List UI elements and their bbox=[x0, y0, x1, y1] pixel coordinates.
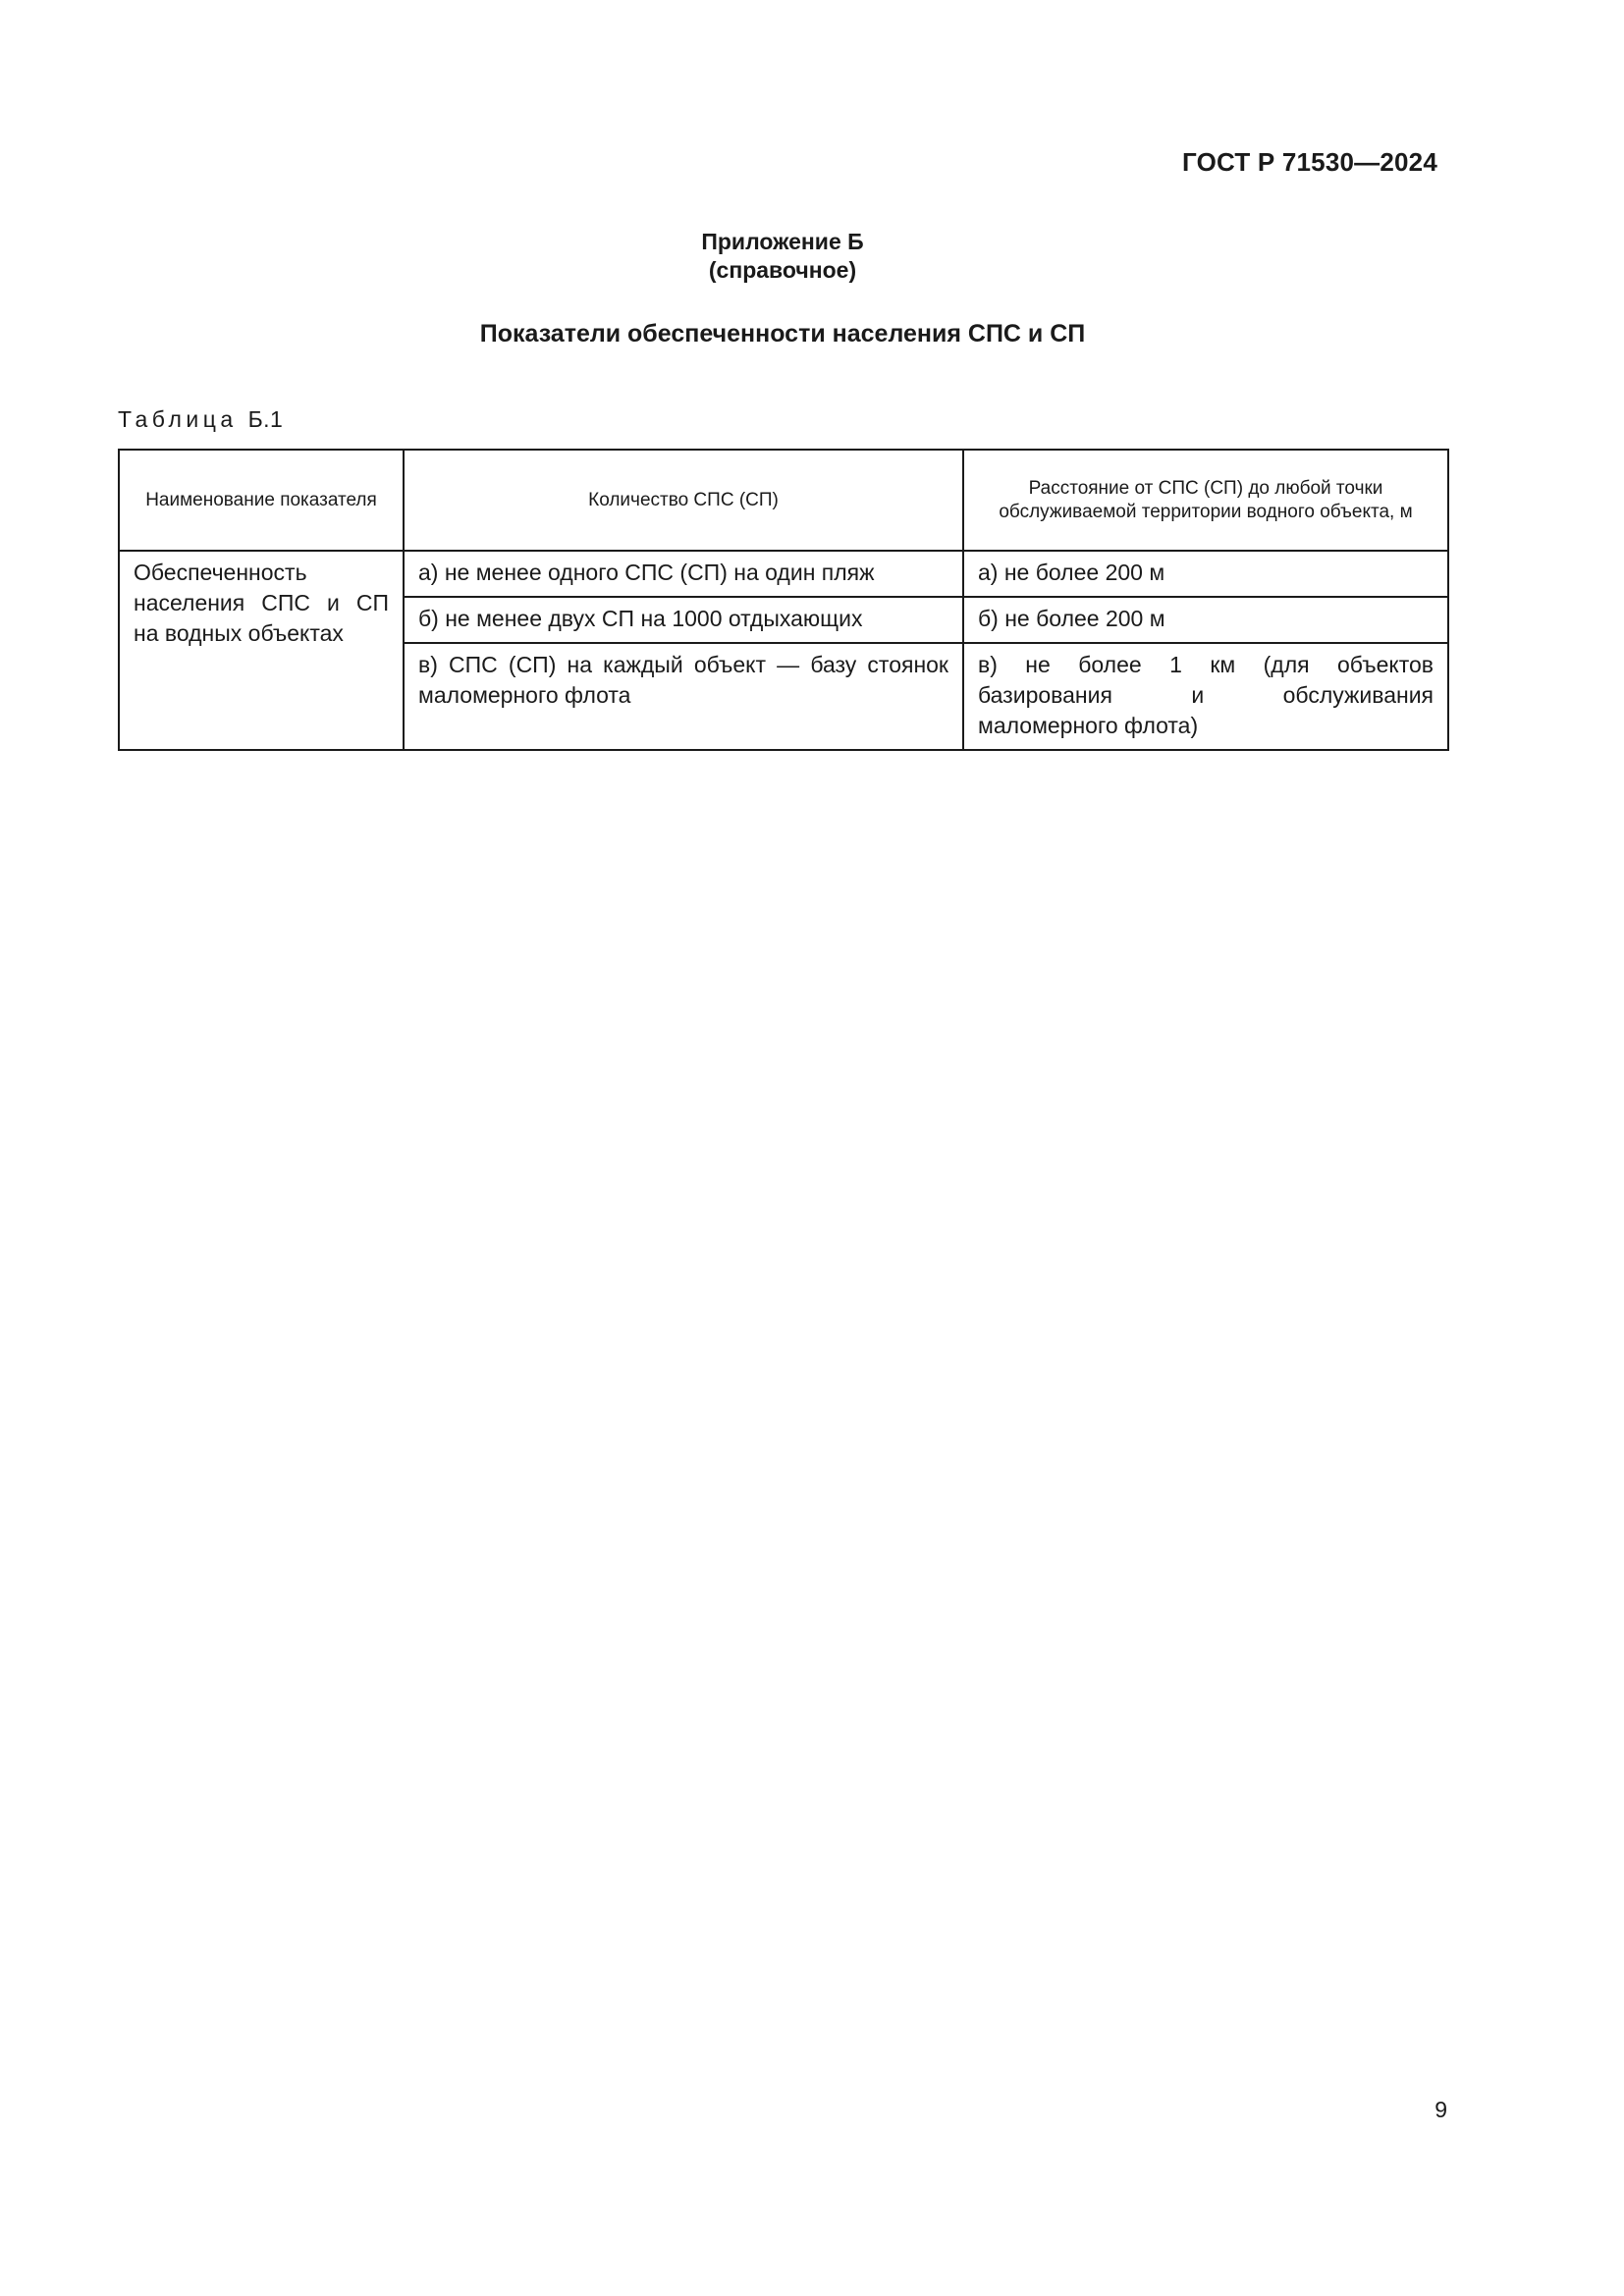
appendix-subtitle: (справочное) bbox=[708, 257, 857, 283]
distance-cell: а) не более 200 м bbox=[963, 551, 1448, 597]
page-number: 9 bbox=[1435, 2097, 1447, 2122]
distance-cell: в) не более 1 км (для объектов базирования и обслуживания маломерного флота) bbox=[963, 643, 1448, 750]
distance-cell: б) не более 200 м bbox=[963, 597, 1448, 643]
quantity-cell: в) СПС (СП) на каждый объект — базу стоянок маломерного флота bbox=[404, 643, 963, 750]
column-header-indicator: Наименование показателя bbox=[119, 450, 404, 551]
column-header-quantity: Количество СПС (СП) bbox=[404, 450, 963, 551]
appendix-heading bbox=[0, 228, 1565, 285]
document-code: ГОСТ Р 71530—2024 bbox=[1182, 147, 1437, 177]
table-caption bbox=[118, 406, 283, 433]
indicators-table bbox=[118, 449, 1449, 751]
table-caption-label: Таблица bbox=[118, 406, 238, 432]
column-header-distance: Расстояние от СПС (СП) до любой точки обслуживаемой территории водного объекта, м bbox=[963, 450, 1448, 551]
table-header-row bbox=[119, 450, 1448, 551]
section-title: Показатели обеспеченности населения СПС и СП bbox=[479, 320, 1086, 347]
table-row bbox=[119, 551, 1448, 597]
indicator-cell: Обеспеченность населения СПС и СП на водных объектах bbox=[119, 551, 404, 750]
appendix-title: Приложение Б bbox=[701, 229, 864, 254]
table-caption-number: Б.1 bbox=[247, 406, 284, 432]
quantity-cell: а) не менее одного СПС (СП) на один пляж bbox=[404, 551, 963, 597]
quantity-cell: б) не менее двух СП на 1000 отдыхающих bbox=[404, 597, 963, 643]
